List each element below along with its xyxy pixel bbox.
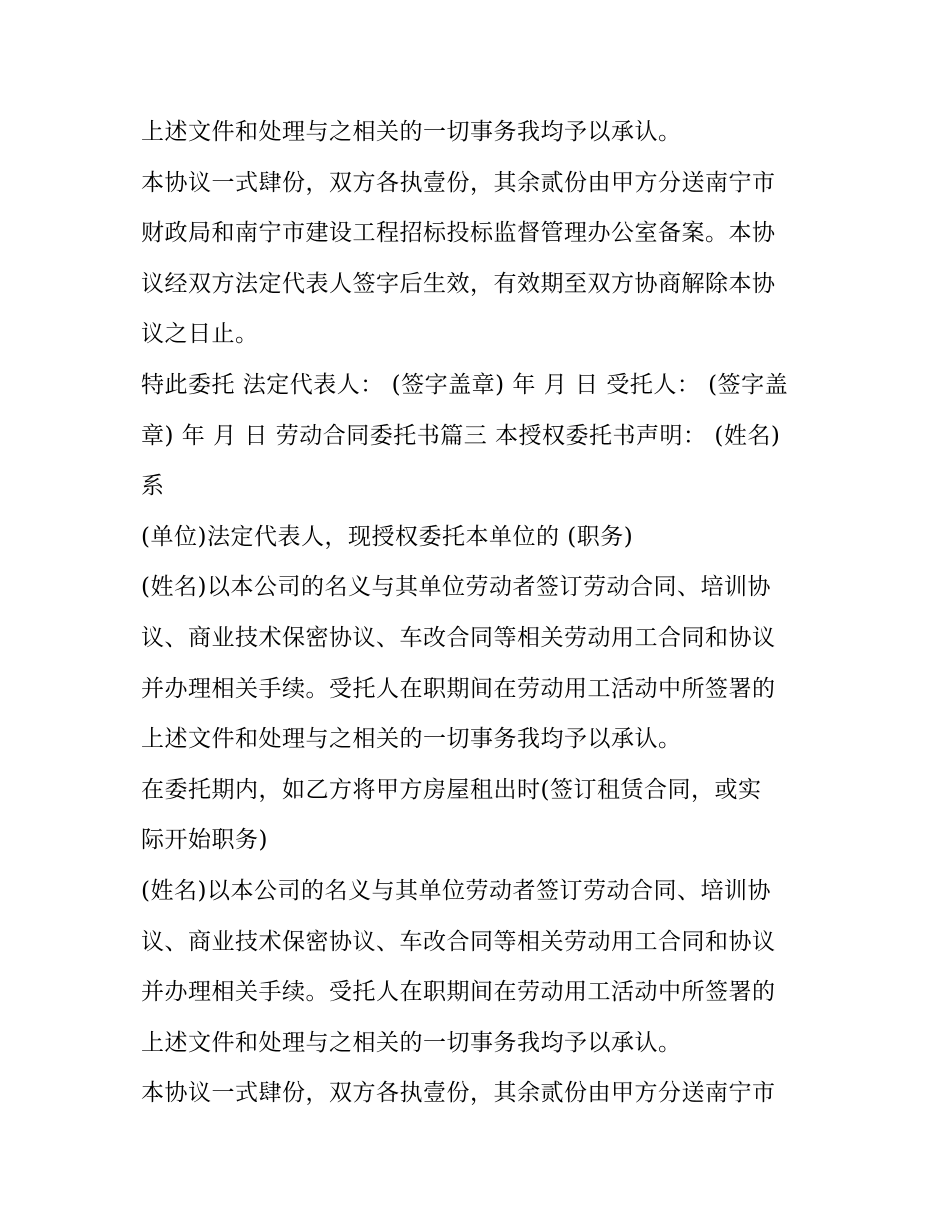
text-line: 并办理相关手续。受托人在职期间在劳动用工活动中所签署的: [141, 675, 776, 702]
text-line: 系: [141, 473, 165, 500]
text-line: 议、商业技术保密协议、车改合同等相关劳动用工合同和协议: [141, 928, 776, 955]
text-line: 本协议一式肆份，双方各执壹份，其余贰份由甲方分送南宁市: [141, 169, 776, 196]
text-line: 议之日止。: [141, 321, 259, 348]
text-line: 并办理相关手续。受托人在职期间在劳动用工活动中所签署的: [141, 979, 776, 1006]
text-line: 上述文件和处理与之相关的一切事务我均予以承认。: [141, 119, 682, 145]
document-body: [141, 107, 821, 1119]
text-line: 特此委托 法定代表人： (签字盖章) 年 月 日 受托人： (签字盖: [141, 371, 789, 398]
text-line: 上述文件和处理与之相关的一切事务我均予以承认。: [141, 1029, 682, 1056]
text-line: (姓名)以本公司的名义与其单位劳动者签订劳动合同、培训协: [141, 877, 771, 904]
text-line: 本协议一式肆份，双方各执壹份，其余贰份由甲方分送南宁市: [141, 1080, 776, 1107]
text-line: 章) 年 月 日 劳动合同委托书篇三 本授权委托书声明： (姓名): [141, 422, 781, 449]
text-line: 际开始职务): [141, 827, 268, 854]
text-line: (姓名)以本公司的名义与其单位劳动者签订劳动合同、培训协: [141, 574, 771, 601]
text-line: 议、商业技术保密协议、车改合同等相关劳动用工合同和协议: [141, 624, 776, 651]
text-line: 在委托期内，如乙方将甲方房屋租出时(签订租赁合同，或实: [141, 776, 762, 803]
text-line: 财政局和南宁市建设工程招标投标监督管理办公室备案。本协: [141, 220, 776, 247]
text-line: (单位)法定代表人，现授权委托本单位的 (职务): [141, 523, 634, 550]
text-line: 议经双方法定代表人签字后生效，有效期至双方协商解除本协: [141, 270, 776, 297]
text-line: 上述文件和处理与之相关的一切事务我均予以承认。: [141, 726, 682, 753]
